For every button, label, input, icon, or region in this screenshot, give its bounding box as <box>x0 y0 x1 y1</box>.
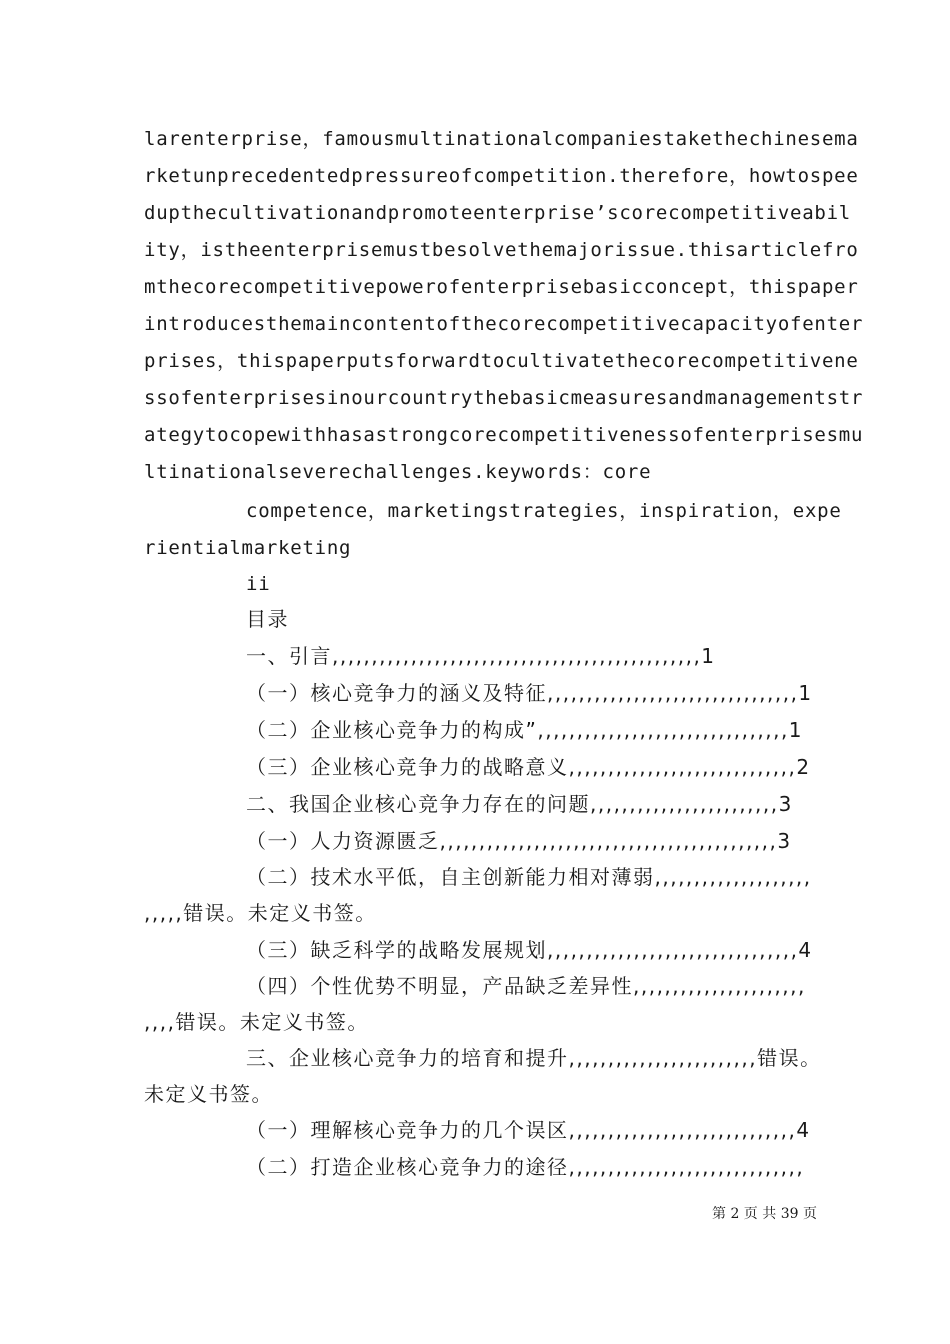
page-roman-numeral: ii <box>246 573 271 595</box>
keywords-line: rientialmarketing <box>144 537 352 559</box>
abstract-line: larenterprise，famousmultinationalcompaniestakethechinesema <box>144 128 859 150</box>
toc-entry: 三、企业核心竞争力的培育和提升,,,,,,,,,,,,,,,,,,,,,,,,错误。 <box>246 1046 822 1070</box>
toc-entry: （二）打造企业核心竞争力的途径,,,,,,,,,,,,,,,,,,,,,,,,,,,,,, <box>246 1155 805 1179</box>
abstract-line: ltinationalseverechallenges.keywords：core <box>144 461 652 483</box>
toc-entry: （一）理解核心竞争力的几个误区,,,,,,,,,,,,,,,,,,,,,,,,,,,,,4 <box>246 1118 811 1142</box>
abstract-line: prises，thispaperputsforwardtocultivatethecorecompetitivene <box>144 350 859 372</box>
abstract-line: ssofenterprisesinourcountrythebasicmeasuresandmanagementstr <box>144 387 864 409</box>
toc-entry-continuation: ,,,,,错误。未定义书签。 <box>144 901 377 925</box>
toc-entry-continuation: ,,,,错误。未定义书签。 <box>144 1010 369 1034</box>
abstract-line: rketunprecedentedpressureofcompetition.therefore，howtospee <box>144 165 859 187</box>
keywords-line: competence，marketingstrategies，inspiration，expe <box>246 500 842 522</box>
toc-entry: （二）企业核心竞争力的构成”,,,,,,,,,,,,,,,,,,,,,,,,,,,,,,,,1 <box>246 718 804 742</box>
toc-entry: （二）技术水平低，自主创新能力相对薄弱,,,,,,,,,,,,,,,,,,,, <box>246 865 812 889</box>
toc-entry: 二、我国企业核心竞争力存在的问题,,,,,,,,,,,,,,,,,,,,,,,,3 <box>246 792 793 816</box>
toc-entry: （三）企业核心竞争力的战略意义,,,,,,,,,,,,,,,,,,,,,,,,,,,,,2 <box>246 755 811 779</box>
abstract-line: ategytocopewithhasastrongcorecompetitivenessofenterprisesmu <box>144 424 864 446</box>
abstract-line: mthecorecompetitivepowerofenterprisebasicconcept，thispaper <box>144 276 859 298</box>
toc-entry: （一）核心竞争力的涵义及特征,,,,,,,,,,,,,,,,,,,,,,,,,,,,,,,,1 <box>246 681 813 705</box>
toc-entry: （三）缺乏科学的战略发展规划,,,,,,,,,,,,,,,,,,,,,,,,,,,,,,,,4 <box>246 938 813 962</box>
abstract-line: dupthecultivationandpromoteenterprise’scorecompetitiveabil <box>144 202 851 224</box>
toc-title: 目录 <box>246 607 289 631</box>
abstract-line: ity，istheenterprisemustbesolvethemajorissue.thisarticlefro <box>144 239 859 261</box>
page-footer: 第 2 页 共 39 页 <box>712 1206 817 1222</box>
toc-entry: （一）人力资源匮乏,,,,,,,,,,,,,,,,,,,,,,,,,,,,,,,,,,,,,,,,,,,3 <box>246 829 792 853</box>
toc-entry-continuation: 未定义书签。 <box>144 1082 273 1106</box>
abstract-line: introducesthemaincontentofthecorecompetitivecapacityofenter <box>144 313 864 335</box>
toc-entry: （四）个性优势不明显，产品缺乏差异性,,,,,,,,,,,,,,,,,,,,,, <box>246 974 806 998</box>
toc-entry: 一、引言,,,,,,,,,,,,,,,,,,,,,,,,,,,,,,,,,,,,,,,,,,,,,,,1 <box>246 644 716 668</box>
